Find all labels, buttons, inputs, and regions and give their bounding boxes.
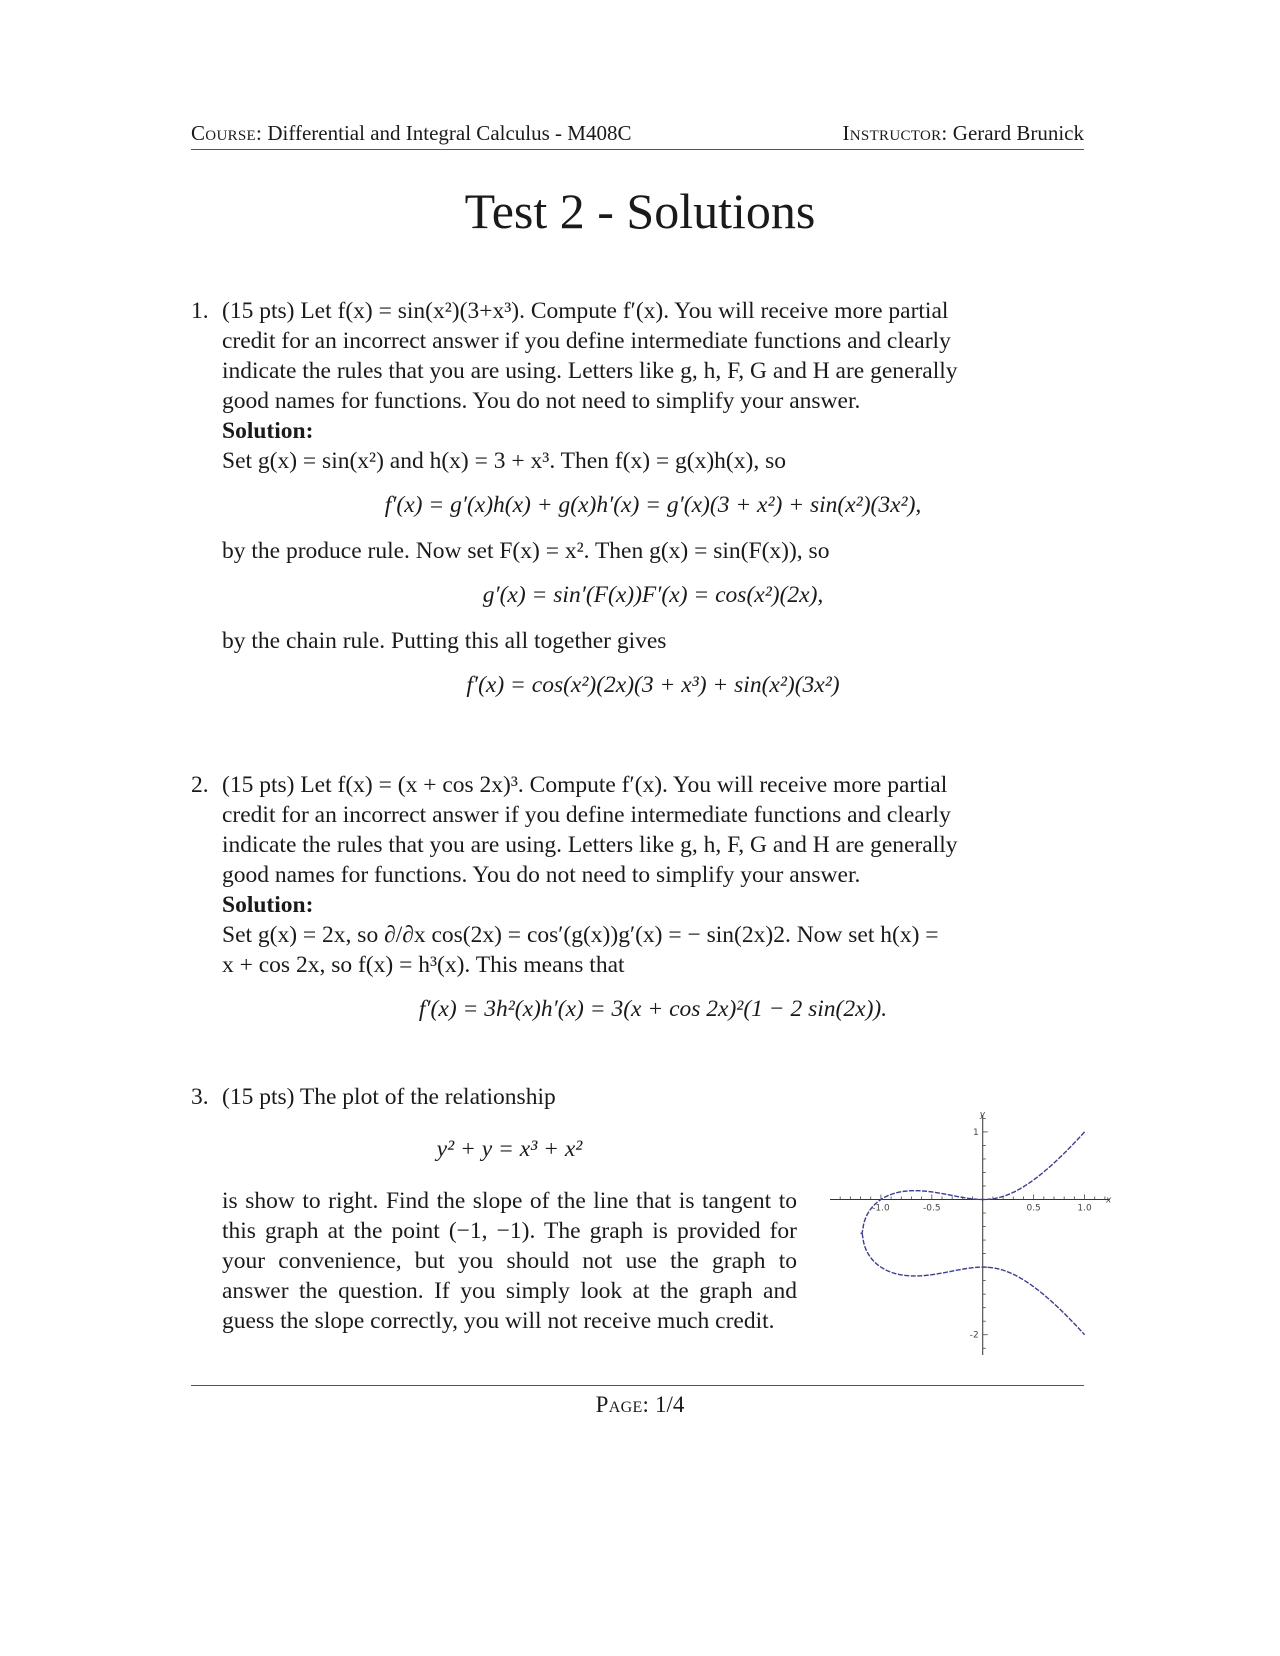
page-footer — [0, 1392, 1280, 1418]
problem-statement-line: indicate the rules that you are using. Letters like g, h, F, G and H are generally — [222, 832, 958, 858]
y-axis-label: y — [979, 1110, 986, 1120]
problem-statement-line: credit for an incorrect answer if you define intermediate functions and clearly — [222, 802, 951, 828]
instructor-label: Instructor: — [842, 121, 948, 145]
x-tick-label: 1.0 — [1077, 1203, 1092, 1214]
relation-curve — [861, 1132, 1085, 1335]
problem-statement-line: (15 pts) Let f(x) = (x + cos 2x)³. Compute f′(x). You will receive more partial — [222, 772, 948, 798]
page-header — [191, 117, 1084, 150]
solution-equation: f′(x) = 3h²(x)h′(x) = 3(x + cos 2x)²(1 − 2 sin(2x)). — [418, 996, 888, 1022]
solution-line: Set g(x) = 2x, so ∂/∂x cos(2x) = cos′(g(x))g′(x) = − sin(2x)2. Now set h(x) = — [222, 922, 939, 948]
solution-line: by the produce rule. Now set F(x) = x². Then g(x) = sin(F(x)), so — [222, 538, 830, 564]
relation-plot — [820, 1105, 1120, 1365]
course-label: Course: — [191, 121, 263, 145]
instructor-info — [843, 121, 1085, 146]
solution-line: by the chain rule. Putting this all together gives — [222, 628, 667, 654]
instructor-value: Gerard Brunick — [952, 121, 1084, 145]
y-tick-label: -2 — [969, 1330, 979, 1341]
y-tick-label: 1 — [972, 1127, 979, 1138]
problem-statement-line: credit for an incorrect answer if you define intermediate functions and clearly — [222, 328, 951, 354]
x-tick-label: -0.5 — [923, 1203, 941, 1214]
solution-label: Solution: — [222, 418, 314, 444]
course-info — [191, 121, 631, 146]
problem-statement-line: good names for functions. You do not need to simplify your answer. — [222, 388, 861, 414]
plot-axes — [830, 1115, 1110, 1355]
solution-equation: f′(x) = g′(x)h(x) + g(x)h′(x) = g′(x)(3 + x²) + sin(x²)(3x²), — [384, 492, 922, 518]
x-axis-label: x — [1106, 1195, 1112, 1206]
problem-number: 1. — [191, 298, 209, 324]
x-tick-label: -1.0 — [872, 1203, 890, 1214]
problem-statement-line: (15 pts) Let f(x) = sin(x²)(3+x³). Compute f′(x). You will receive more partial — [222, 298, 949, 324]
problem-number: 3. — [191, 1084, 209, 1110]
solution-equation: g′(x) = sin′(F(x))F′(x) = cos(x²)(2x), — [482, 582, 824, 608]
problem-statement-intro: (15 pts) The plot of the relationship — [222, 1084, 556, 1110]
problem-statement-rest: is show to right. Find the slope of the line that is tangent to this graph at the point (−1, −1). The graph is provided for your convenience, but you should not use the graph to answer the question. If you simply look at the graph and guess the slope correctly, you will not receive much credit. — [222, 1188, 797, 1334]
problem-statement-line: indicate the rules that you are using. Letters like g, h, F, G and H are generally — [222, 358, 958, 384]
solution-line: x + cos 2x, so f(x) = h³(x). This means that — [222, 952, 625, 978]
relationship-equation: y² + y = x³ + x² — [436, 1136, 583, 1162]
problem-1 — [191, 296, 1084, 716]
problem-statement-line: good names for functions. You do not need to simplify your answer. — [222, 862, 861, 888]
x-tick-label: 0.5 — [1026, 1203, 1041, 1214]
page-label: Page: — [595, 1392, 650, 1417]
solution-line: Set g(x) = sin(x²) and h(x) = 3 + x³. Then f(x) = g(x)h(x), so — [222, 448, 786, 474]
footer-rule — [191, 1385, 1084, 1386]
solution-equation: f′(x) = cos(x²)(2x)(3 + x³) + sin(x²)(3x²) — [466, 672, 840, 698]
problem-2 — [191, 770, 1084, 1040]
course-value: Differential and Integral Calculus - M408C — [267, 121, 632, 145]
page-title: Test 2 - Solutions — [464, 183, 816, 239]
solution-label: Solution: — [222, 892, 314, 918]
page-number: 1/4 — [654, 1392, 685, 1417]
problem-number: 2. — [191, 772, 209, 798]
